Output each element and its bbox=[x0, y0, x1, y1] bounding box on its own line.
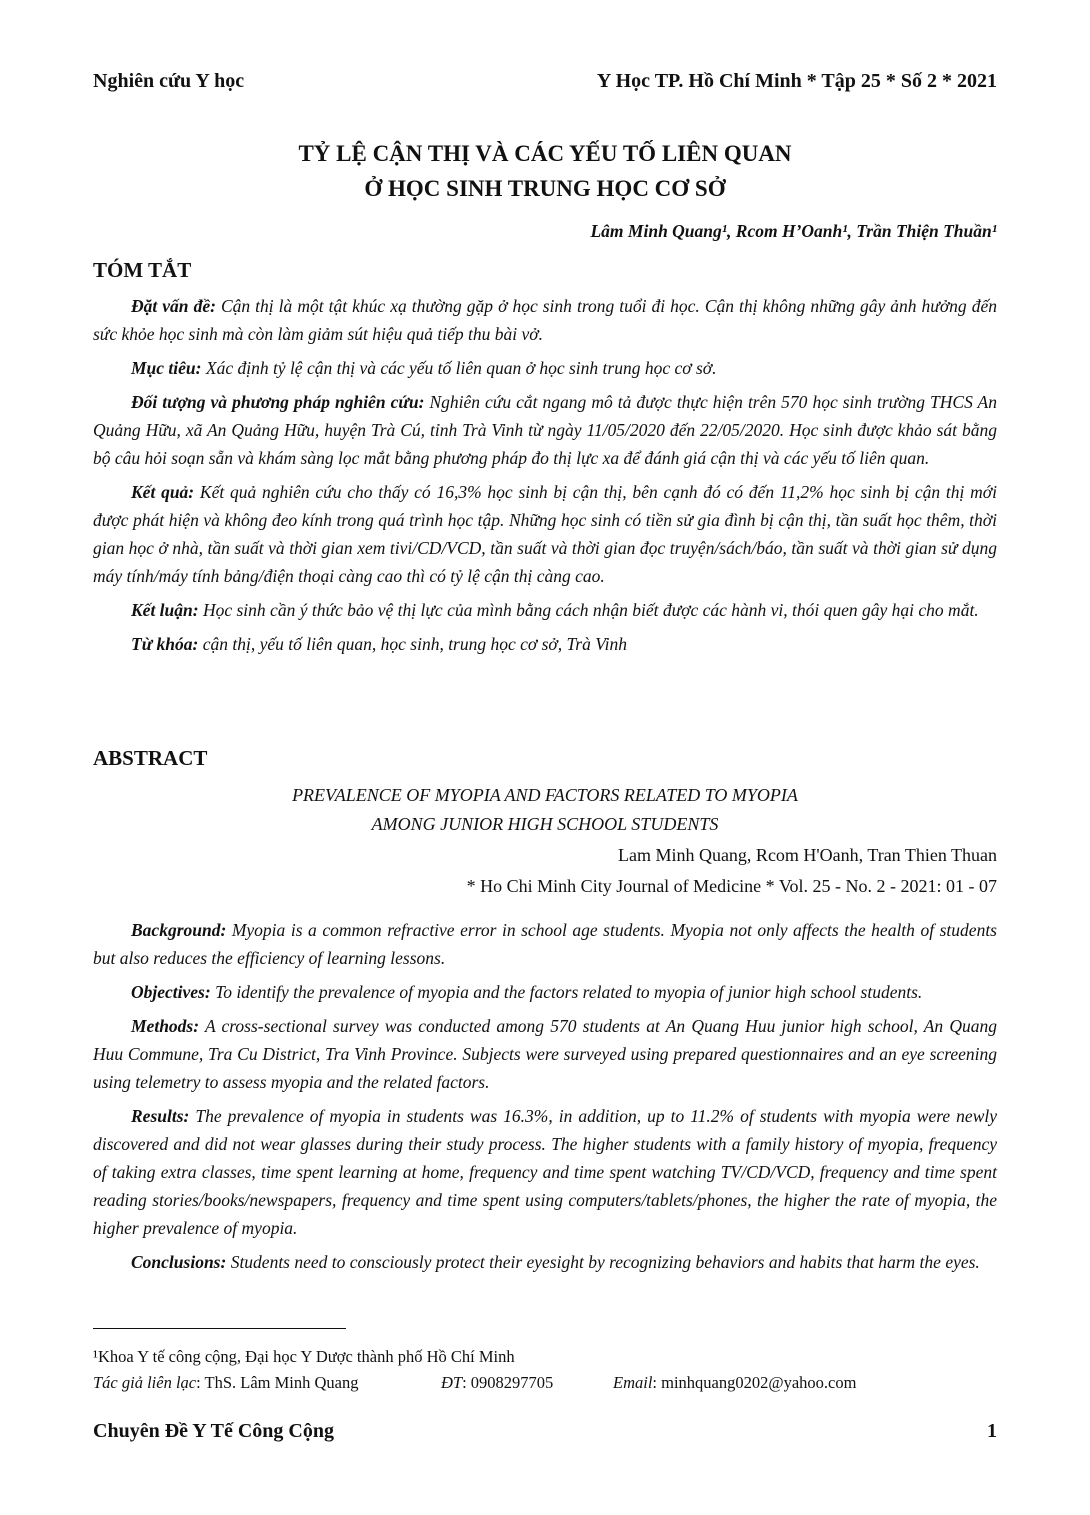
para-text: Học sinh cần ý thức bảo vệ thị lực của mình bằng cách nhận biết được các hành vi, thói quen gây hại cho mắt. bbox=[198, 600, 979, 620]
contact-name: : ThS. Lâm Minh Quang bbox=[196, 1373, 359, 1392]
summary-paragraph bbox=[93, 388, 997, 472]
abstract-paragraph bbox=[93, 1012, 997, 1096]
abstract-paragraph bbox=[93, 916, 997, 972]
page-number: 1 bbox=[987, 1420, 997, 1442]
para-text: Myopia is a common refractive error in school age students. Myopia not only affects the health of students but also reduces the efficiency of learning lessons. bbox=[93, 920, 997, 968]
para-text: Students need to consciously protect their eyesight by recognizing behaviors and habits that harm the eyes. bbox=[226, 1252, 980, 1272]
footer-section: Chuyên Đề Y Tế Công Cộng bbox=[93, 1420, 334, 1442]
contact-line bbox=[93, 1370, 997, 1396]
summary-paragraph bbox=[93, 596, 997, 624]
para-text: Kết quả nghiên cứu cho thấy có 16,3% học sinh bị cận thị, bên cạnh đó có đến 11,2% học sinh bị cận thị mới được phát hiện và không đeo kính trong quá trình học tập. Những học sinh có tiền sử gia đình bị cận thị, tần suất học thêm, thời gian học ở nhà, tần suất và thời gian xem tivi/CD/VCD, tần suất và thời gian đọc truyện/sách/báo, tần suất và thời gian sử dụng máy tính/máy tính bảng/điện thoại càng cao thì có tỷ lệ cận thị càng cao. bbox=[93, 482, 997, 586]
journal-citation: * Ho Chi Minh City Journal of Medicine * Vol. 25 - No. 2 - 2021: 01 - 07 bbox=[466, 876, 997, 896]
para-text: To identify the prevalence of myopia and the factors related to myopia of junior high school students. bbox=[210, 982, 923, 1002]
summary-paragraph bbox=[93, 354, 997, 382]
email: : minhquang0202@yahoo.com bbox=[652, 1373, 857, 1392]
para-label: Mục tiêu: bbox=[131, 358, 202, 378]
article-title bbox=[0, 136, 1090, 206]
abstract-paragraph bbox=[93, 978, 997, 1006]
header-right: Y Học TP. Hồ Chí Minh * Tập 25 * Số 2 * 2021 bbox=[596, 70, 997, 92]
footnote bbox=[93, 1344, 997, 1396]
authors-vi: Lâm Minh Quang¹, Rcom H’Oanh¹, Trần Thiện Thuần¹ bbox=[590, 221, 997, 241]
abstract-body bbox=[93, 916, 997, 1282]
abstract-title-line-2: AMONG JUNIOR HIGH SCHOOL STUDENTS bbox=[371, 814, 719, 834]
authors-en: Lam Minh Quang, Rcom H'Oanh, Tran Thien Thuan bbox=[617, 845, 997, 865]
abstract-title-line-1: PREVALENCE OF MYOPIA AND FACTORS RELATED TO MYOPIA bbox=[292, 785, 798, 805]
para-text: Nghiên cứu cắt ngang mô tả được thực hiện trên 570 học sinh trường THCS An Quảng Hữu, xã An Quảng Hữu, huyện Trà Cú, tỉnh Trà Vinh từ ngày 11/05/2020 đến 22/05/2020. Học sinh được khảo sát bằng bộ câu hỏi soạn sẵn và khám sàng lọc mắt bằng phương pháp đo thị lực xa để đánh giá cận thị và các yếu tố liên quan. bbox=[93, 392, 997, 468]
para-label: Results: bbox=[131, 1106, 190, 1126]
para-text: A cross-sectional survey was conducted among 570 students at An Quang Huu junior high school, An Quang Huu Commune, Tra Cu District, Tra Vinh Province. Subjects were surveyed using prepared questionnaires and an eye screening using telemetry to assess myopia and the related factors. bbox=[93, 1016, 997, 1092]
running-header bbox=[93, 70, 997, 93]
para-label: Đối tượng và phương pháp nghiên cứu: bbox=[131, 392, 425, 412]
summary-paragraph bbox=[93, 630, 997, 658]
header-left: Nghiên cứu Y học bbox=[93, 70, 245, 92]
summary-heading: TÓM TẮT bbox=[93, 258, 192, 282]
abstract-title bbox=[0, 781, 1090, 839]
phone: : 0908297705 bbox=[462, 1373, 554, 1392]
contact-label: Tác giả liên lạc bbox=[93, 1373, 197, 1392]
para-label: Conclusions: bbox=[131, 1252, 227, 1272]
affiliation: ¹Khoa Y tế công cộng, Đại học Y Dược thành phố Hồ Chí Minh bbox=[93, 1347, 515, 1366]
para-label: Từ khóa: bbox=[131, 634, 199, 654]
para-text: The prevalence of myopia in students was 16.3%, in addition, up to 11.2% of students with myopia were newly discovered and did not wear glasses during their study process. The higher students with a family history of myopia, frequency of taking extra classes, time spent learning at home, frequency and time spent watching TV/CD/VCD, frequency and time spent reading stories/books/newspapers, frequency and time spent using computers/tablets/phones, the higher the rate of myopia, the higher prevalence of myopia. bbox=[93, 1106, 997, 1238]
para-text: Cận thị là một tật khúc xạ thường gặp ở học sinh trong tuổi đi học. Cận thị không những gây ảnh hưởng đến sức khỏe học sinh mà còn làm giảm sút hiệu quả tiếp thu bài vở. bbox=[93, 296, 997, 344]
abstract-paragraph bbox=[93, 1102, 997, 1242]
email-label: Email bbox=[613, 1373, 653, 1392]
para-label: Kết quả: bbox=[131, 482, 195, 502]
summary-paragraph bbox=[93, 292, 997, 348]
para-text: Xác định tỷ lệ cận thị và các yếu tố liên quan ở học sinh trung học cơ sở. bbox=[201, 358, 717, 378]
title-line-1: TỶ LỆ CẬN THỊ VÀ CÁC YẾU TỐ LIÊN QUAN bbox=[298, 141, 792, 166]
running-footer bbox=[93, 1420, 997, 1443]
summary-paragraph bbox=[93, 478, 997, 590]
para-label: Đặt vấn đề: bbox=[131, 296, 216, 316]
para-label: Kết luận: bbox=[131, 600, 199, 620]
title-line-2: Ở HỌC SINH TRUNG HỌC CƠ SỞ bbox=[364, 176, 726, 201]
summary-body bbox=[93, 292, 997, 664]
para-text: cận thị, yếu tố liên quan, học sinh, trung học cơ sở, Trà Vinh bbox=[198, 634, 627, 654]
phone-label: ĐT bbox=[441, 1373, 463, 1392]
abstract-paragraph bbox=[93, 1248, 997, 1276]
para-label: Background: bbox=[131, 920, 227, 940]
footnote-divider bbox=[93, 1328, 346, 1329]
abstract-heading: ABSTRACT bbox=[93, 746, 208, 770]
para-label: Methods: bbox=[131, 1016, 200, 1036]
para-label: Objectives: bbox=[131, 982, 211, 1002]
